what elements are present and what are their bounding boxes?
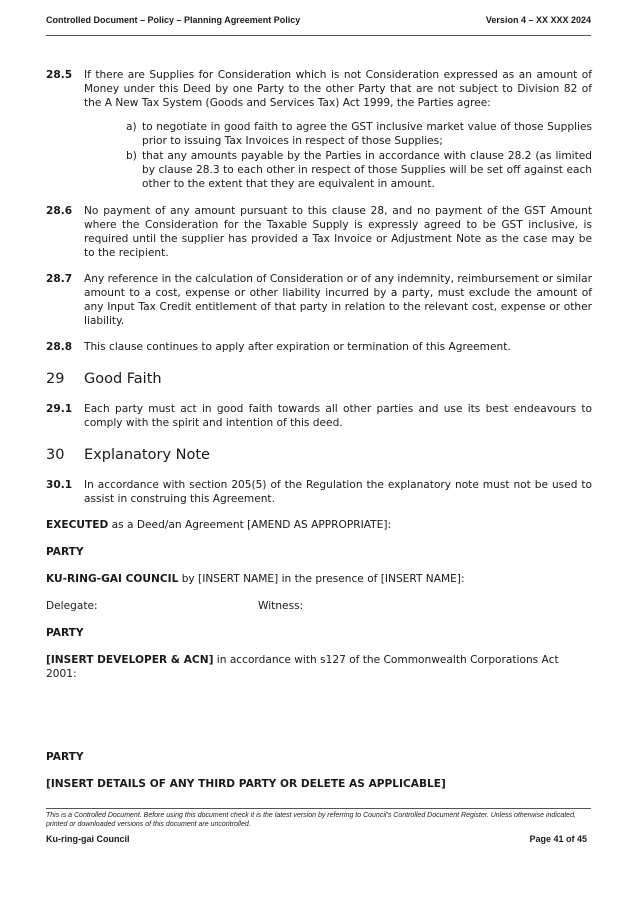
clause-number: 30.1 bbox=[46, 479, 73, 491]
list-item bbox=[126, 149, 592, 191]
section-number: 29 bbox=[46, 371, 65, 387]
clause-text: No payment of any amount pursuant to this clause 28, and no payment of the GST Amount where the Consideration for the Taxable Supply is expressly agreed to be GST inclusive, is required until the supplier has provided a Tax Invoice or Adjustment Note as the case may be to the recipient. bbox=[84, 205, 592, 259]
footer-controlled-note: This is a Controlled Document. Before using this document check it is the latest version by referring to Council’s Controlled Document Register. Unless otherwise indicated, printed or downloaded versions of this document are uncontrolled. bbox=[46, 812, 576, 828]
clause-text: This clause continues to apply after expiration or termination of this Agreement. bbox=[84, 341, 511, 353]
document-body bbox=[46, 68, 592, 804]
clause-text: In accordance with section 205(5) of the Regulation the explanatory note must not be used to assist in construing this Agreement. bbox=[84, 479, 592, 505]
list-item-text: that any amounts payable by the Parties in accordance with clause 28.2 (as limited by clause 28.3 to each other in respect of those Supplies will be set off against each other to the extent that they are equivalent in amount. bbox=[142, 150, 592, 190]
page-number: Page 41 of 45 bbox=[529, 834, 587, 844]
page-header bbox=[46, 15, 591, 36]
section-heading-explanatory-note bbox=[46, 446, 592, 464]
clause-number: 28.6 bbox=[46, 205, 73, 217]
section-title: Good Faith bbox=[84, 371, 162, 387]
clause-number: 28.8 bbox=[46, 341, 73, 353]
execution-statement bbox=[46, 518, 592, 532]
clause-28-6 bbox=[46, 204, 592, 260]
developer-execution bbox=[46, 653, 592, 681]
header-document-title: Controlled Document – Policy – Planning Agreement Policy bbox=[46, 15, 301, 25]
party-label: PARTY bbox=[46, 751, 84, 763]
clause-text: If there are Supplies for Consideration which is not Consideration expressed as an amount of Money under this Deed by one Party to the other Party that are not subject to Division 82 of the A New Tax System (Goods and Services Tax) Act 1999, the Parties agree: bbox=[84, 69, 592, 109]
clause-number: 29.1 bbox=[46, 403, 73, 415]
list-item-label: b) bbox=[126, 150, 137, 162]
signature-space bbox=[46, 694, 592, 750]
party-label: PARTY bbox=[46, 627, 84, 639]
clause-28-5 bbox=[46, 68, 592, 192]
clause-30-1 bbox=[46, 478, 592, 506]
council-name: KU-RING-GAI COUNCIL bbox=[46, 573, 179, 585]
list-item-text: to negotiate in good faith to agree the GST inclusive market value of those Supplies prior to issuing Tax Invoices in respect of those Supplies; bbox=[142, 121, 592, 147]
developer-name: [INSERT DEVELOPER & ACN] bbox=[46, 654, 214, 666]
clause-text: Any reference in the calculation of Consideration or of any indemnity, reimbursement or similar amount to a cost, expense or other liability incurred by a party, must exclude the amount of any Input Tax Credit entitlement of that party in relation to the relevant cost, expense or other liability. bbox=[84, 273, 592, 327]
executed-label: EXECUTED bbox=[46, 519, 109, 531]
section-number: 30 bbox=[46, 447, 65, 463]
clause-29-1 bbox=[46, 402, 592, 430]
witness-label: Witness: bbox=[258, 600, 304, 612]
list-item bbox=[126, 120, 592, 148]
clause-28-7 bbox=[46, 272, 592, 328]
header-version: Version 4 – XX XXX 2024 bbox=[485, 15, 591, 25]
clause-number: 28.7 bbox=[46, 273, 73, 285]
footer-organisation: Ku-ring-gai Council bbox=[46, 834, 130, 844]
party-label: PARTY bbox=[46, 546, 84, 558]
clause-text: Each party must act in good faith towards all other parties and use its best endeavours to comply with the spirit and intention of this deed. bbox=[84, 403, 592, 429]
list-item-label: a) bbox=[126, 121, 137, 133]
page-footer bbox=[46, 834, 587, 844]
third-party-details: [INSERT DETAILS OF ANY THIRD PARTY OR DELETE AS APPLICABLE] bbox=[46, 778, 446, 790]
delegate-label: Delegate: bbox=[46, 600, 98, 612]
section-title: Explanatory Note bbox=[84, 447, 210, 463]
footer-divider bbox=[46, 808, 591, 809]
executed-text: as a Deed/an Agreement [AMEND AS APPROPRIATE]: bbox=[108, 519, 392, 531]
section-heading-good-faith bbox=[46, 370, 592, 388]
council-execution-text: by [INSERT NAME] in the presence of [INSERT NAME]: bbox=[178, 573, 465, 585]
clause-number: 28.5 bbox=[46, 69, 73, 81]
developer-execution-text: in accordance with s127 of the Commonwealth Corporations Act 2001: bbox=[46, 654, 559, 680]
council-execution bbox=[46, 572, 592, 586]
clause-sublist bbox=[126, 120, 592, 191]
clause-28-8 bbox=[46, 340, 592, 354]
signature-block bbox=[46, 599, 592, 613]
